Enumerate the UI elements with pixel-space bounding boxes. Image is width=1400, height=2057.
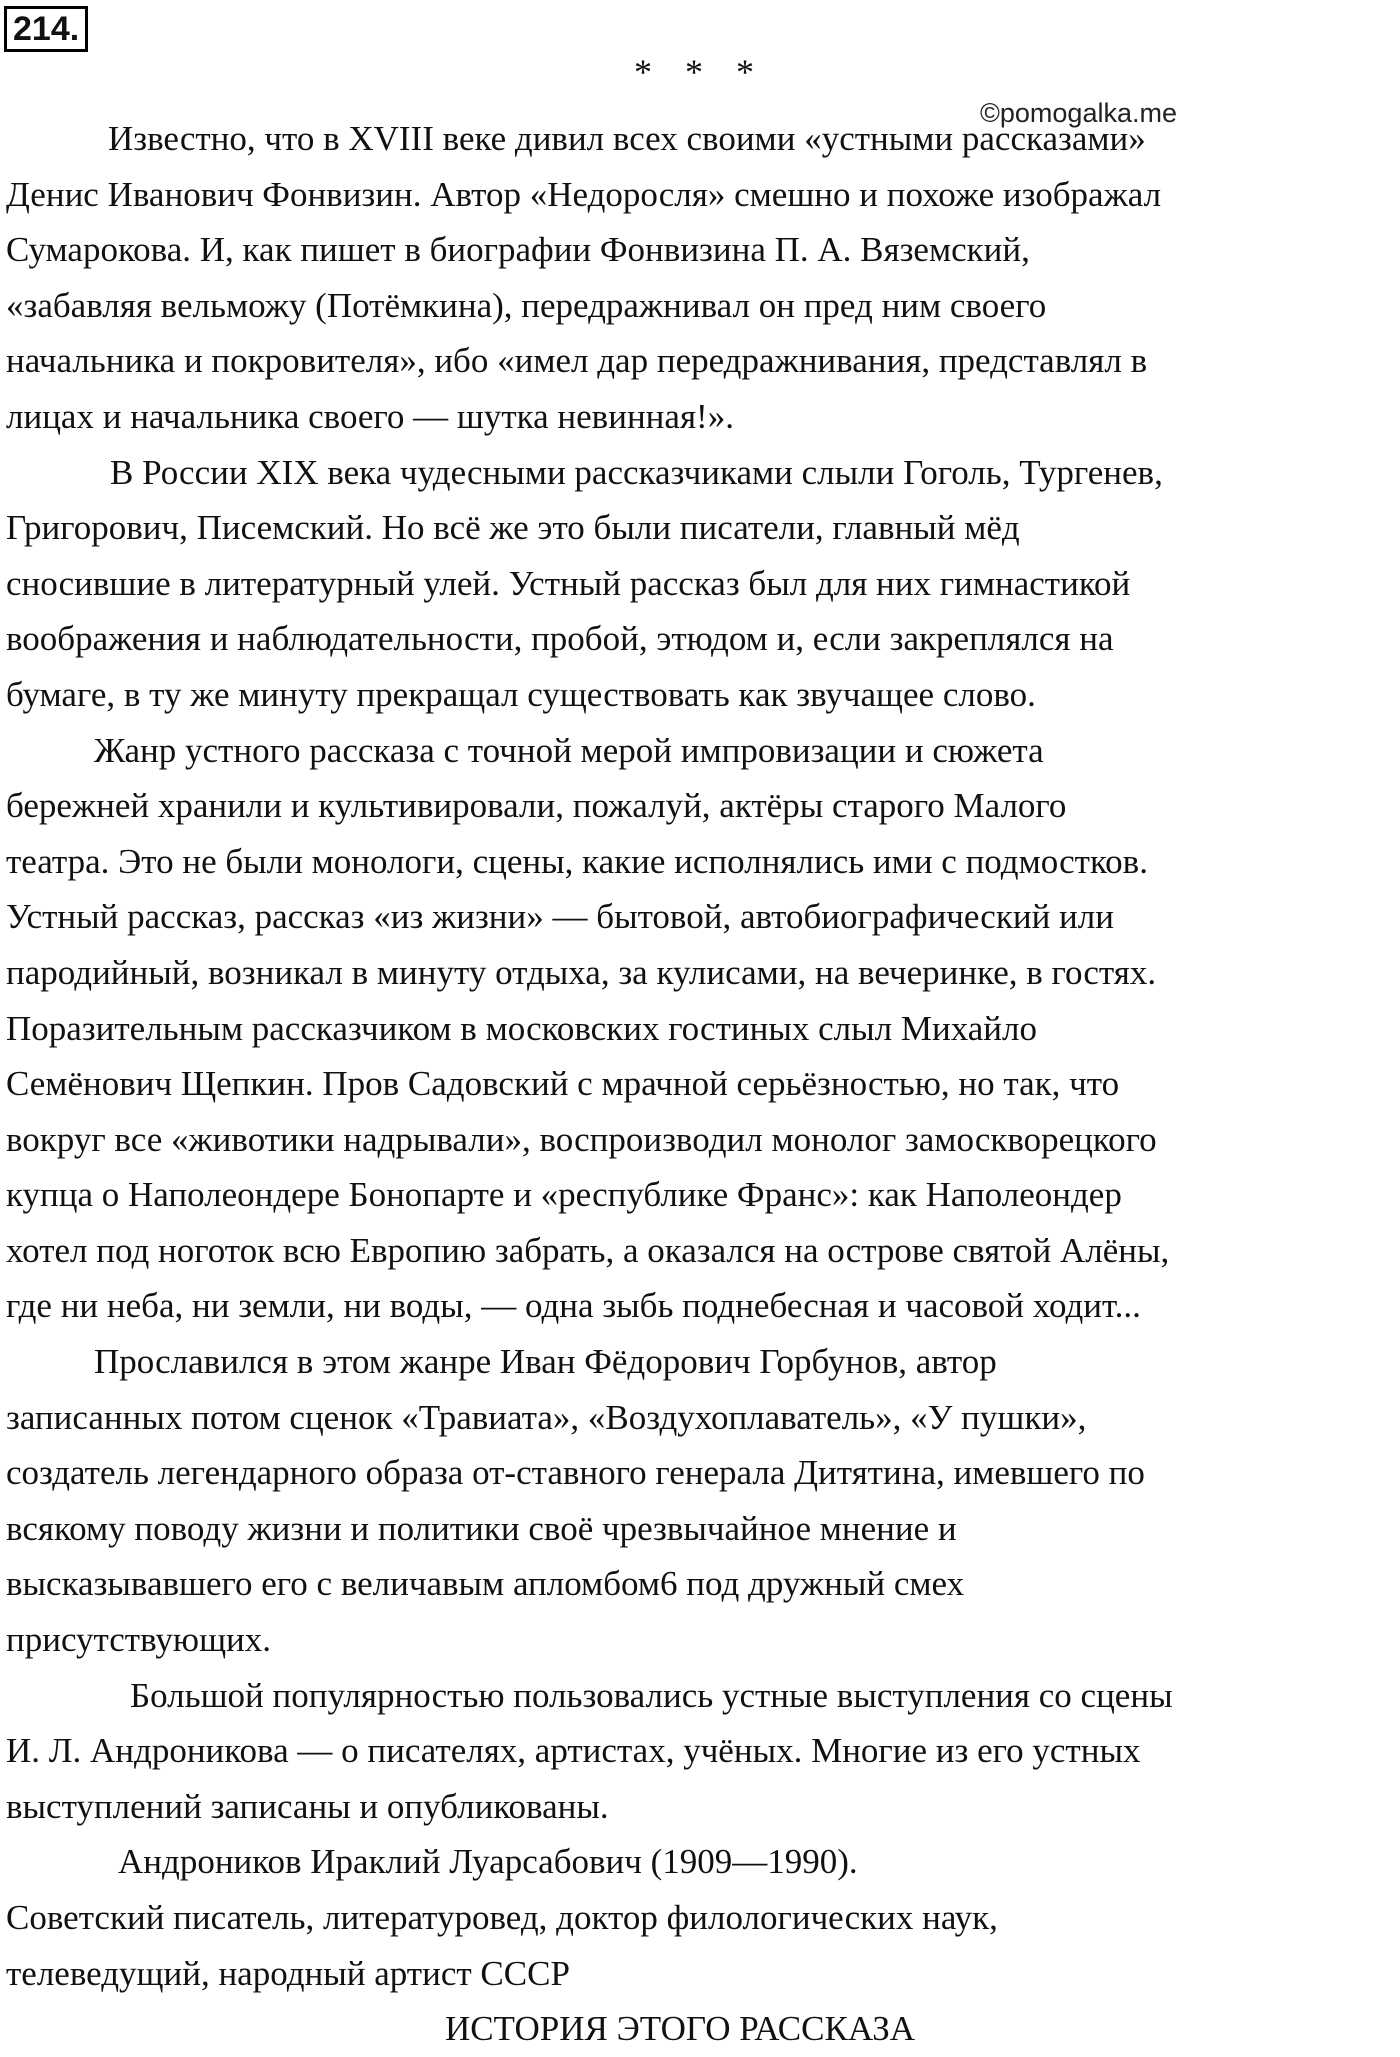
text-line: высказывавшего его с величавым апломбом6 под дружный смех — [6, 1564, 965, 1604]
text-line: лицах и начальника своего — шутка невинная!». — [6, 396, 734, 436]
text-line: Прославился в этом жанре Иван Фёдорович Горбунов, автор — [94, 1342, 997, 1382]
text-line: Григорович, Писемский. Но всё же это были писатели, главный мёд — [6, 508, 1020, 548]
text-line: бережней хранили и культивировали, пожалуй, актёры старого Малого — [6, 786, 1067, 826]
text-line: Денис Иванович Фонвизин. Автор «Недоросля» смешно и похоже изображал — [6, 174, 1162, 214]
text-line: присутствующих. — [6, 1620, 271, 1660]
task-number-box: 214. — [4, 6, 88, 52]
text-line: театра. Это не были монологи, сцены, какие исполнялись ими с подмостков. — [6, 841, 1148, 881]
text-line: хотел под ноготок всю Европию забрать, а оказался на острове святой Алёны, — [6, 1230, 1170, 1270]
text-line: пародийный, возникал в минуту отдыха, за кулисами, на вечеринке, в гостях. — [6, 952, 1157, 992]
text-line: записанных потом сценок «Травиата», «Воздухоплаватель», «У пушки», — [6, 1397, 1087, 1437]
text-line: «забавляя вельможу (Потёмкина), передражнивал он пред ним своего — [6, 285, 1047, 325]
text-line: где ни неба, ни земли, ни воды, — одна зыбь поднебесная и часовой ходит... — [6, 1286, 1141, 1326]
text-line: всякому поводу жизни и политики своё чрезвычайное мнение и — [6, 1508, 957, 1548]
text-line: Большой популярностью пользовались устные выступления со сцены — [130, 1675, 1173, 1715]
author-note-line: телеведущий, народный артист СССР — [6, 1953, 570, 1993]
text-line: Семёнович Щепкин. Пров Садовский с мрачной серьёзностью, но так, что — [6, 1064, 1120, 1104]
text-line: бумаге, в ту же минуту прекращал существовать как звучащее слово. — [6, 674, 1036, 714]
text-line: В России XIX века чудесными рассказчиками слыли Гоголь, Тургенев, — [110, 452, 1163, 492]
story-title: ИСТОРИЯ ЭТОГО РАССКАЗА — [444, 2009, 916, 2049]
text-line: выступлений записаны и опубликованы. — [6, 1786, 609, 1826]
text-line: Сумарокова. И, как пишет в биографии Фонвизина П. А. Вяземский, — [6, 230, 1030, 270]
author-note-line: Советский писатель, литературовед, доктор филологических наук, — [6, 1898, 998, 1937]
text-line: сносившие в литературный улей. Устный рассказ был для них гимнастикой — [6, 563, 1131, 603]
section-separator: * * * — [634, 52, 766, 92]
text-line: И. Л. Андроникова — о писателях, артистах, учёных. Многие из его устных — [6, 1731, 1141, 1771]
text-line: Жанр устного рассказа с точной мерой импровизации и сюжета — [94, 730, 1044, 770]
text-line: начальника и покровителя», ибо «имел дар передражнивания, представлял в — [6, 341, 1148, 381]
text-line: Поразительным рассказчиком в московских гостиных слыл Михайло — [6, 1008, 1037, 1048]
text-line: Устный рассказ, рассказ «из жизни» — бытовой, автобиографический или — [6, 897, 1114, 937]
text-line: вокруг все «животики надрывали», воспроизводил монолог замоскворецкого — [6, 1119, 1157, 1159]
text-line: купца о Наполеондере Бонопарте и «республике Франс»: как Наполеондер — [6, 1175, 1122, 1215]
text-body — [6, 111, 1396, 2057]
watermark: ©pomogalka.me — [980, 98, 1177, 128]
text-line: воображения и наблюдательности, пробой, этюдом и, если закреплялся на — [6, 619, 1114, 659]
text-line: создатель легендарного образа от-ставного генерала Дитятина, имевшего по — [6, 1453, 1145, 1493]
text-line: Известно, что в XVIII веке дивил всех своими «устными рассказами» — [108, 119, 1146, 158]
author-note-line: Андроников Ираклий Луарсабович (1909—1990). — [118, 1842, 858, 1882]
